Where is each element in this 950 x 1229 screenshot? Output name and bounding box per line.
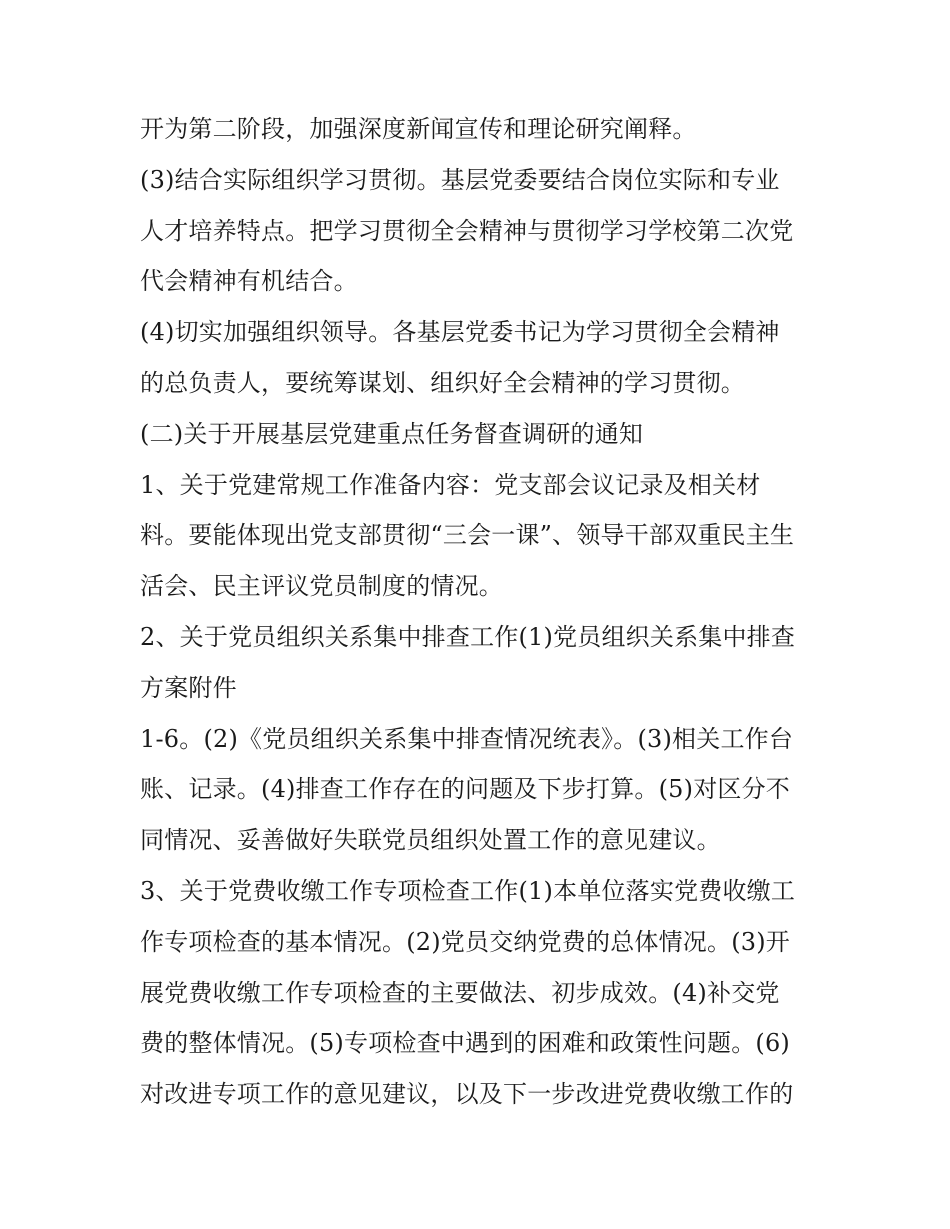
section-heading: (二)关于开展基层党建重点任务督查调研的通知 [140, 419, 644, 448]
text-line: 人才培养特点。把学习贯彻全会精神与贯彻学习学校第二次党 [140, 216, 794, 245]
text-line: 1-6。(2)《党员组织关系集中排查情况统表》。(3)相关工作台 [140, 724, 794, 753]
text-line: 2、关于党员组织关系集中排查工作(1)党员组织关系集中排查 [140, 622, 796, 651]
text-line: 3、关于党费收缴工作专项检查工作(1)本单位落实党费收缴工 [140, 876, 796, 905]
text-line: 活会、民主评议党员制度的情况。 [140, 572, 503, 601]
text-line: 展党费收缴工作专项检查的主要做法、初步成效。(4)补交党 [140, 978, 780, 1007]
text-line: 方案附件 [140, 673, 237, 702]
document-body [140, 104, 820, 1120]
text-line: 的总负责人，要统筹谋划、组织好全会精神的学习贯彻。 [140, 368, 745, 397]
text-line: 同情况、妥善做好失联党员组织处置工作的意见建议。 [140, 826, 721, 855]
text-line: 料。要能体现出党支部贯彻“三会一课”、领导干部双重民主生 [140, 521, 795, 550]
text-line: 对改进专项工作的意见建议，以及下一步改进党费收缴工作的 [140, 1080, 794, 1109]
text-line: (3)结合实际组织学习贯彻。基层党委要结合岗位实际和专业 [140, 165, 780, 194]
text-line: 费的整体情况。(5)专项检查中遇到的困难和政策性问题。(6) [140, 1029, 790, 1058]
text-line: 账、记录。(4)排查工作存在的问题及下步打算。(5)对区分不 [140, 775, 790, 804]
text-line: 作专项检查的基本情况。(2)党员交纳党费的总体情况。(3)开 [140, 927, 790, 956]
text-line: 代会精神有机结合。 [140, 267, 358, 296]
text-line: (4)切实加强组织领导。各基层党委书记为学习贯彻全会精神 [140, 318, 780, 347]
text-line: 开为第二阶段，加强深度新闻宣传和理论研究阐释。 [140, 115, 697, 143]
text-line: 1、关于党建常规工作准备内容：党支部会议记录及相关材 [140, 470, 761, 499]
